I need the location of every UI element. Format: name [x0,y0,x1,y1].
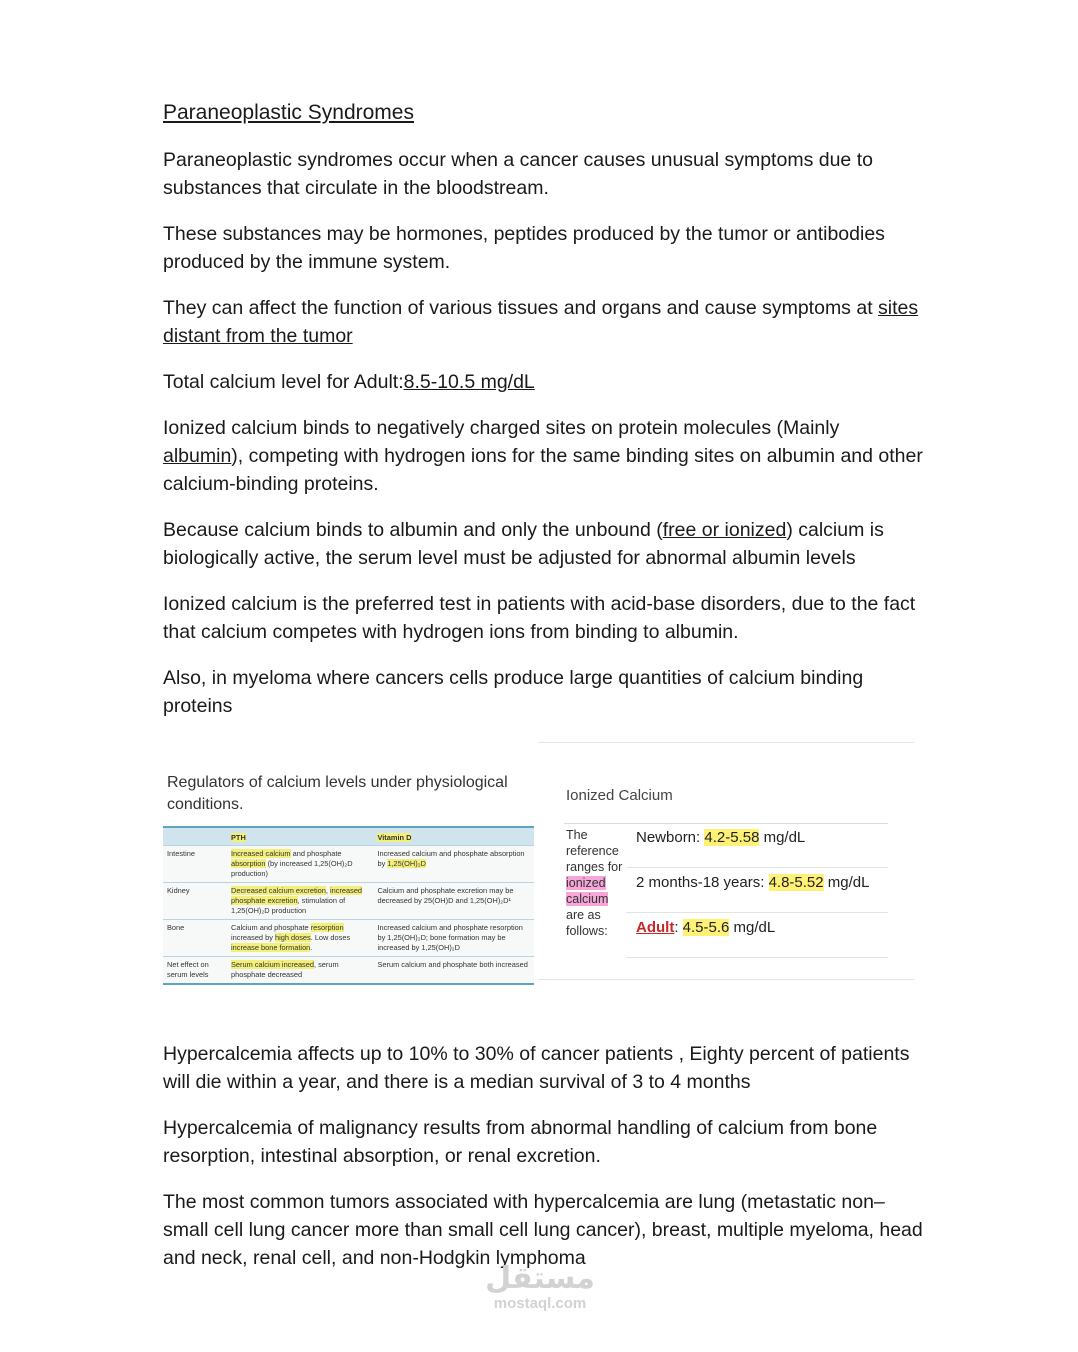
pth-cell [227,957,373,985]
paragraph-myeloma: Also, in myeloma where cancers cells produce large quantities of calcium binding proteins [163,667,864,717]
text-segment: Serum calcium and phosphate both increased [377,960,528,969]
regulators-caption: Regulators of calcium levels under physiological conditions. [167,774,508,813]
reference-ranges-text [566,827,626,939]
list-item [626,868,888,913]
vitamin-d-cell [373,846,534,883]
highlighted-text: 1,25(OH)₂D [387,859,426,868]
paragraph-total-calcium [163,368,923,396]
regulators-figure [163,772,535,985]
watermark-logo [470,1262,610,1312]
total-calcium-range: 8.5-10.5 mg/dL [403,371,535,393]
highlighted-text: increase bone formation [231,943,311,952]
text-segment: They can affect the function of various tissues and organs and cause symptoms at [163,297,879,319]
text-segment: . [310,943,313,952]
highlighted-text: high doses [274,933,311,942]
text-segment: The reference ranges for [566,828,623,874]
vitamin-d-cell [373,957,534,985]
table-row [163,920,534,957]
reference-values [626,823,888,958]
range-value: 4.8-5.52 [768,874,824,891]
table-header-cell [373,827,534,846]
text-segment: Increased calcium and phosphate absorption by [377,849,525,868]
pth-cell [227,920,373,957]
underlined-text: free or ionized [662,519,787,541]
page-title: Paraneoplastic Syndromes [163,101,414,124]
paragraph-substances: These substances may be hormones, peptides produced by the tumor or antibodies produced by the immune system. [163,223,885,273]
paragraph-definition: Paraneoplastic syndromes occur when a cancer causes unusual symptoms due to substances that circulate in the bloodstream. [163,149,873,199]
paragraph-hypercalcemia-prevalence: Hypercalcemia affects up to 10% to 30% of cancer patients , Eighty percent of patients will die within a year, and there is a median survival of 3 to 4 months [163,1043,910,1093]
text-segment: ), competing with hydrogen ions for the same binding sites on albumin and other calcium-binding proteins. [163,445,923,495]
text-segment: are as follows: [566,908,608,938]
range-unit: mg/dL [729,919,776,936]
range-label: Adult [636,919,675,936]
text-segment: Calcium and phosphate [231,923,311,932]
table-header-cell [227,827,373,846]
highlighted-text: resorption [310,923,344,932]
text-segment: , stimulation of 1,25(OH)₂D production [231,896,346,915]
text-segment: , serum phosphate decreased [231,960,339,979]
range-value: 4.5-5.6 [682,919,730,936]
text-segment: increased by [231,933,275,942]
row-label: Kidney [163,883,227,920]
text-segment: , [325,886,330,895]
underlined-text: sites distant from the tumor [163,297,919,347]
range-label: 2 months-18 years: [636,874,769,891]
paragraph-preferred-test: Ionized calcium is the preferred test in patients with acid-base disorders, due to the fact that calcium competes with hydrogen ions from binding to albumin. [163,593,916,643]
paragraph-distant-sites [163,294,923,350]
regulators-table-body [163,846,534,985]
highlighted-text: Decreased calcium excretion [231,886,326,895]
underlined-text: albumin [163,445,232,467]
document-body [163,98,923,738]
range-value: 4.2-5.58 [704,829,760,846]
table-row [163,957,534,985]
highlighted-text: Increased calcium [231,849,291,858]
text-segment: (by increased 1,25(OH)₂D production) [231,859,353,878]
highlighted-text: ionized calcium [566,876,609,906]
table-row [163,846,534,883]
figures-row [163,740,923,1000]
highlighted-text: Serum calcium increased [231,960,314,969]
text-segment: Increased calcium and phosphate resorption by 1,25(OH)₂D; bone formation may be increased by 1,25(OH)₂D [377,923,523,952]
text-segment: Total calcium level for Adult: [163,371,404,393]
range-unit: mg/dL [759,829,806,846]
list-item [626,823,888,868]
highlighted-text: absorption [231,859,266,868]
row-label: Intestine [163,846,227,883]
text-segment: . Low doses [310,933,351,942]
row-label: Net effect on serum levels [163,957,227,985]
highlighted-text: increased phosphate excretion [231,886,363,905]
regulators-table [163,826,534,985]
list-item [626,913,888,958]
text-segment: ) calcium is biologically active, the serum level must be adjusted for abnormal albumin levels [163,519,884,569]
row-label: Bone [163,920,227,957]
table-header-cell [163,827,227,846]
header-pth: PTH [231,833,246,842]
text-segment: Calcium and phosphate excretion may be decreased by 25(OH)D and 1,25(OH)₂D¹ [377,886,514,905]
paragraph-associated-tumors: The most common tumors associated with hypercalcemia are lung (metastatic non–small cell lung cancer more than small cell lung cancer), breast, multiple myeloma, head and neck, renal cell, and non-Hodgkin lymphoma [163,1191,923,1269]
vitamin-d-cell [373,883,534,920]
header-vitamin-d: Vitamin D [377,833,412,842]
watermark-arabic: مستقل [485,1261,595,1296]
range-label: Newborn: [636,829,705,846]
table-header-row [163,827,534,846]
paragraph-hypercalcemia-mechanism: Hypercalcemia of malignancy results from abnormal handling of calcium from bone resorption, intestinal absorption, or renal excretion. [163,1117,878,1167]
ionized-calcium-figure [538,742,914,980]
text-segment: Ionized calcium binds to negatively charged sites on protein molecules (Mainly [163,417,840,439]
pth-cell [227,846,373,883]
document-body-continued [163,1040,923,1290]
watermark-domain: mostaql.com [493,1295,587,1312]
range-unit: mg/dL [823,874,870,891]
text-segment: Because calcium binds to albumin and only the unbound ( [163,519,663,541]
paragraph-albumin-adjustment [163,516,923,572]
paragraph-ionized-binding [163,414,923,498]
table-row [163,883,534,920]
text-segment: and phosphate [290,849,342,858]
vitamin-d-cell [373,920,534,957]
pth-cell [227,883,373,920]
text-segment: : [674,919,683,936]
ionized-calcium-title: Ionized Calcium [566,787,673,804]
